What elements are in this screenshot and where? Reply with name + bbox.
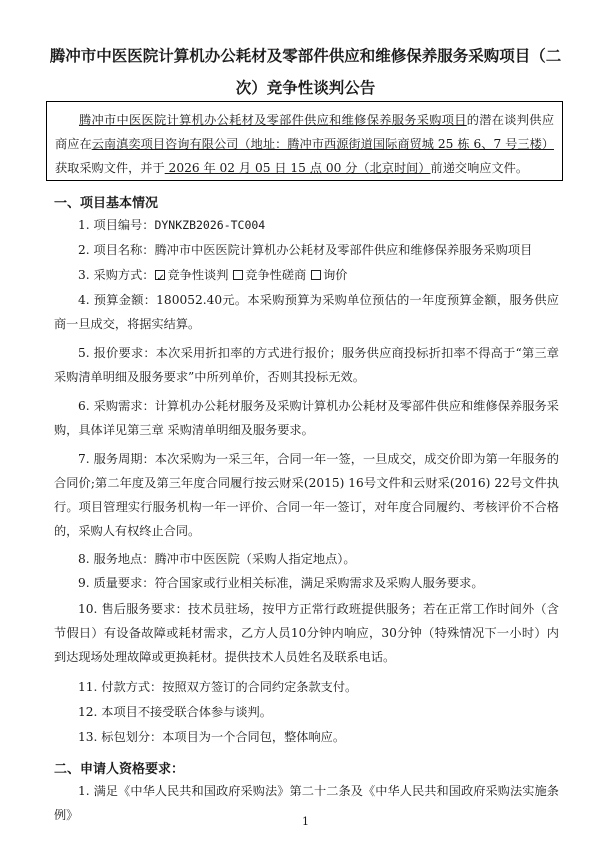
notice-agency: 云南滇奕项目咨询有限公司（地址：腾冲市西源街道国际商贸城 25 栋 6、7 号三楼） (91, 137, 555, 151)
title-line-1: 腾冲市中医医院计算机办公耗材及零部件供应和维修保养服务采购项目（二 (49, 47, 562, 65)
item-qualification-1: 1. 满足《中华人民共和国政府采购法》第二十二条及《中华人民共和国政府采购法实施条例》 (54, 784, 559, 822)
item-after-sales: 10. 售后服务要求：技术员驻场，按甲方正常行政班提供服务；若在正常工作时间外（含节假日）有设备故障或耗材需求，乙方人员10分钟内响应，30分钟（特殊情况下一小时）内到达现场处理故障或更换耗材。提供技术人员姓名及联系电话。 (54, 602, 559, 664)
page-number: 1 (302, 815, 309, 828)
notice-paragraph (55, 108, 554, 180)
item-package: 13. 标包划分：本项目为一个合同包，整体响应。 (78, 730, 346, 744)
option-inquiry: 询价 (323, 268, 348, 282)
item-procurement-method (54, 263, 559, 287)
title-line-2: 次）竞争性谈判公告 (235, 79, 376, 97)
notice-deadline: 2026 年 02 月 05 日 15 点 00 分（北京时间） (164, 161, 431, 175)
notice-text-1: 的潜在谈判供应商应在 (55, 113, 555, 151)
checkbox-empty-icon (233, 270, 243, 280)
notice-text-2: 获取采购文件，并于 (55, 161, 165, 175)
option-consultation: 竞争性磋商 (245, 268, 307, 282)
checkbox-empty-icon (311, 270, 321, 280)
item-project-number (54, 213, 559, 237)
notice-project-name: 腾冲市中医医院计算机办公耗材及零部件供应和维修保养服务采购项目 (79, 113, 467, 127)
item-service-period: 7. 服务周期：本次采购为一采三年，合同一年一签，一旦成交，成交价即为第一年服务的合同价;第二年度及第三年度合同履行按云财采(2015) 16号文件和云财采(2016) 22号文件执行。项目管理实行服务机构一年一评价、合同一年一签订，对年度合同履约、考核评价不合格的，采购人有权终止合同。 (54, 452, 559, 538)
section-1-heading: 一、项目基本情况 (54, 196, 159, 211)
option-negotiation: 竞争性谈判 (167, 268, 229, 282)
item-requirements: 6. 采购需求：计算机办公耗材服务及采购计算机办公耗材及零部件供应和维修保养服务采购，具体详见第三章 采购清单明细及服务要求。 (54, 399, 559, 437)
item-project-number-label: 1. 项目编号： (78, 218, 155, 232)
notice-box (46, 101, 563, 181)
notice-text-3: 前递交响应文件。 (430, 161, 529, 175)
item-consortium: 12. 本项目不接受联合体参与谈判。 (78, 705, 272, 719)
section-2-heading: 二、申请人资格要求： (54, 762, 185, 777)
item-project-number-value: DYNKZB2026-TC004 (154, 218, 266, 232)
checkbox-checked-icon (155, 270, 165, 280)
item-quality: 9. 质量要求：符合国家或行业相关标准，满足采购需求及采购人服务要求。 (78, 576, 484, 590)
item-procurement-method-label: 3. 采购方式： (78, 268, 155, 282)
item-quotation: 5. 报价要求：本次采用折扣率的方式进行报价；服务供应商投标折扣率不得高于“第三章 采购清单明细及服务要求”中所列单价，否则其投标无效。 (54, 346, 559, 384)
item-payment: 11. 付款方式：按照双方签订的合同约定条款支付。 (78, 680, 358, 694)
document-title (40, 40, 571, 104)
item-budget: 4. 预算金额：180052.40元。本采购预算为采购单位预估的一年度预算金额，服务供应商一旦成交，将据实结算。 (54, 293, 559, 331)
item-service-location: 8. 服务地点：腾冲市中医医院（采购人指定地点）。 (78, 552, 356, 566)
item-project-name: 2. 项目名称：腾冲市中医医院计算机办公耗材及零部件供应和维修保养服务采购项目 (78, 243, 533, 257)
